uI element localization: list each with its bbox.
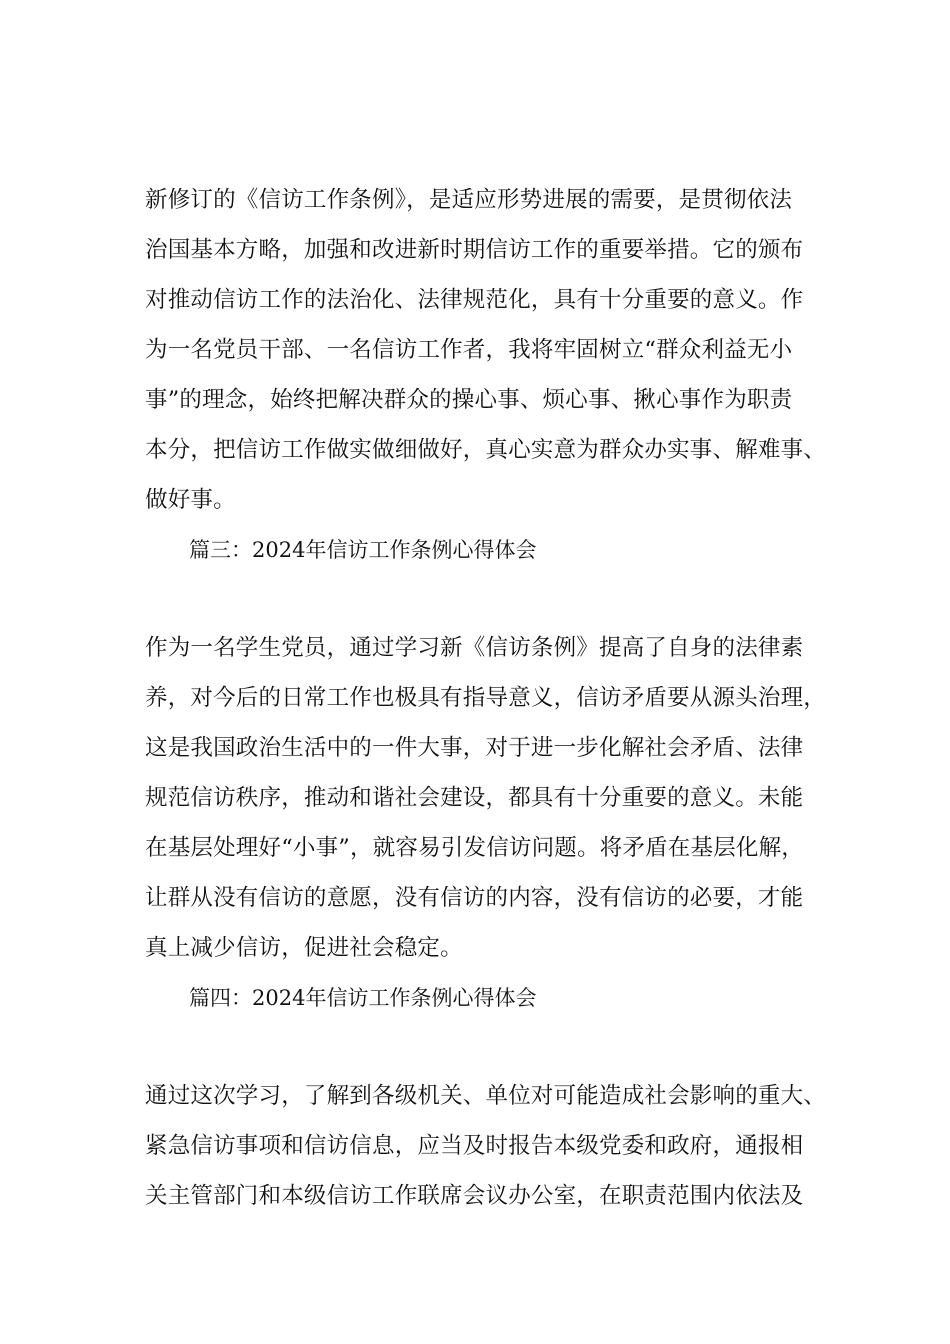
paragraph-line: 本分，把信访工作做实做细做好，真心实意为群众办实事、解难事、 xyxy=(145,437,827,463)
paragraph-line: 为一名党员干部、一名信访工作者，我将牢固树立“群众利益无小 xyxy=(145,337,793,363)
paragraph-line: 养，对今后的日常工作也极具有指导意义，信访矛盾要从源头治理， xyxy=(145,685,827,711)
section-heading: 篇三：2024年信访工作条例心得体会 xyxy=(189,538,537,562)
paragraph-line: 治国基本方略，加强和改进新时期信访工作的重要举措。它的颁布 xyxy=(145,237,804,263)
paragraph-line: 作为一名学生党员，通过学习新《信访条例》提高了自身的法律素 xyxy=(145,635,804,661)
paragraph-line: 让群从没有信访的意愿，没有信访的内容，没有信访的必要，才能 xyxy=(145,885,804,911)
paragraph-line: 在基层处理好“小事”，就容易引发信访问题。将矛盾在基层化解， xyxy=(145,835,805,861)
paragraph-line: 关主管部门和本级信访工作联席会议办公室，在职责范围内依法及 xyxy=(145,1183,804,1209)
paragraph-line: 事”的理念，始终把解决群众的操心事、烦心事、揪心事作为职责 xyxy=(145,387,793,413)
paragraph-line: 真上减少信访，促进社会稳定。 xyxy=(145,935,463,961)
paragraph-line: 新修订的《信访工作条例》，是适应形势进展的需要，是贯彻依法 xyxy=(145,187,793,213)
paragraph-line: 对推动信访工作的法治化、法律规范化，具有十分重要的意义。作 xyxy=(145,287,804,313)
paragraph-line: 这是我国政治生活中的一件大事，对于进一步化解社会矛盾、法律 xyxy=(145,735,804,761)
paragraph-line: 通过这次学习，了解到各级机关、单位对可能造成社会影响的重大、 xyxy=(145,1083,827,1109)
paragraph-line: 紧急信访事项和信访信息，应当及时报告本级党委和政府，通报相 xyxy=(145,1133,804,1159)
paragraph-line: 做好事。 xyxy=(145,487,236,513)
section-heading: 篇四：2024年信访工作条例心得体会 xyxy=(189,986,537,1010)
paragraph-line: 规范信访秩序，推动和谐社会建设，都具有十分重要的意义。未能 xyxy=(145,785,804,811)
